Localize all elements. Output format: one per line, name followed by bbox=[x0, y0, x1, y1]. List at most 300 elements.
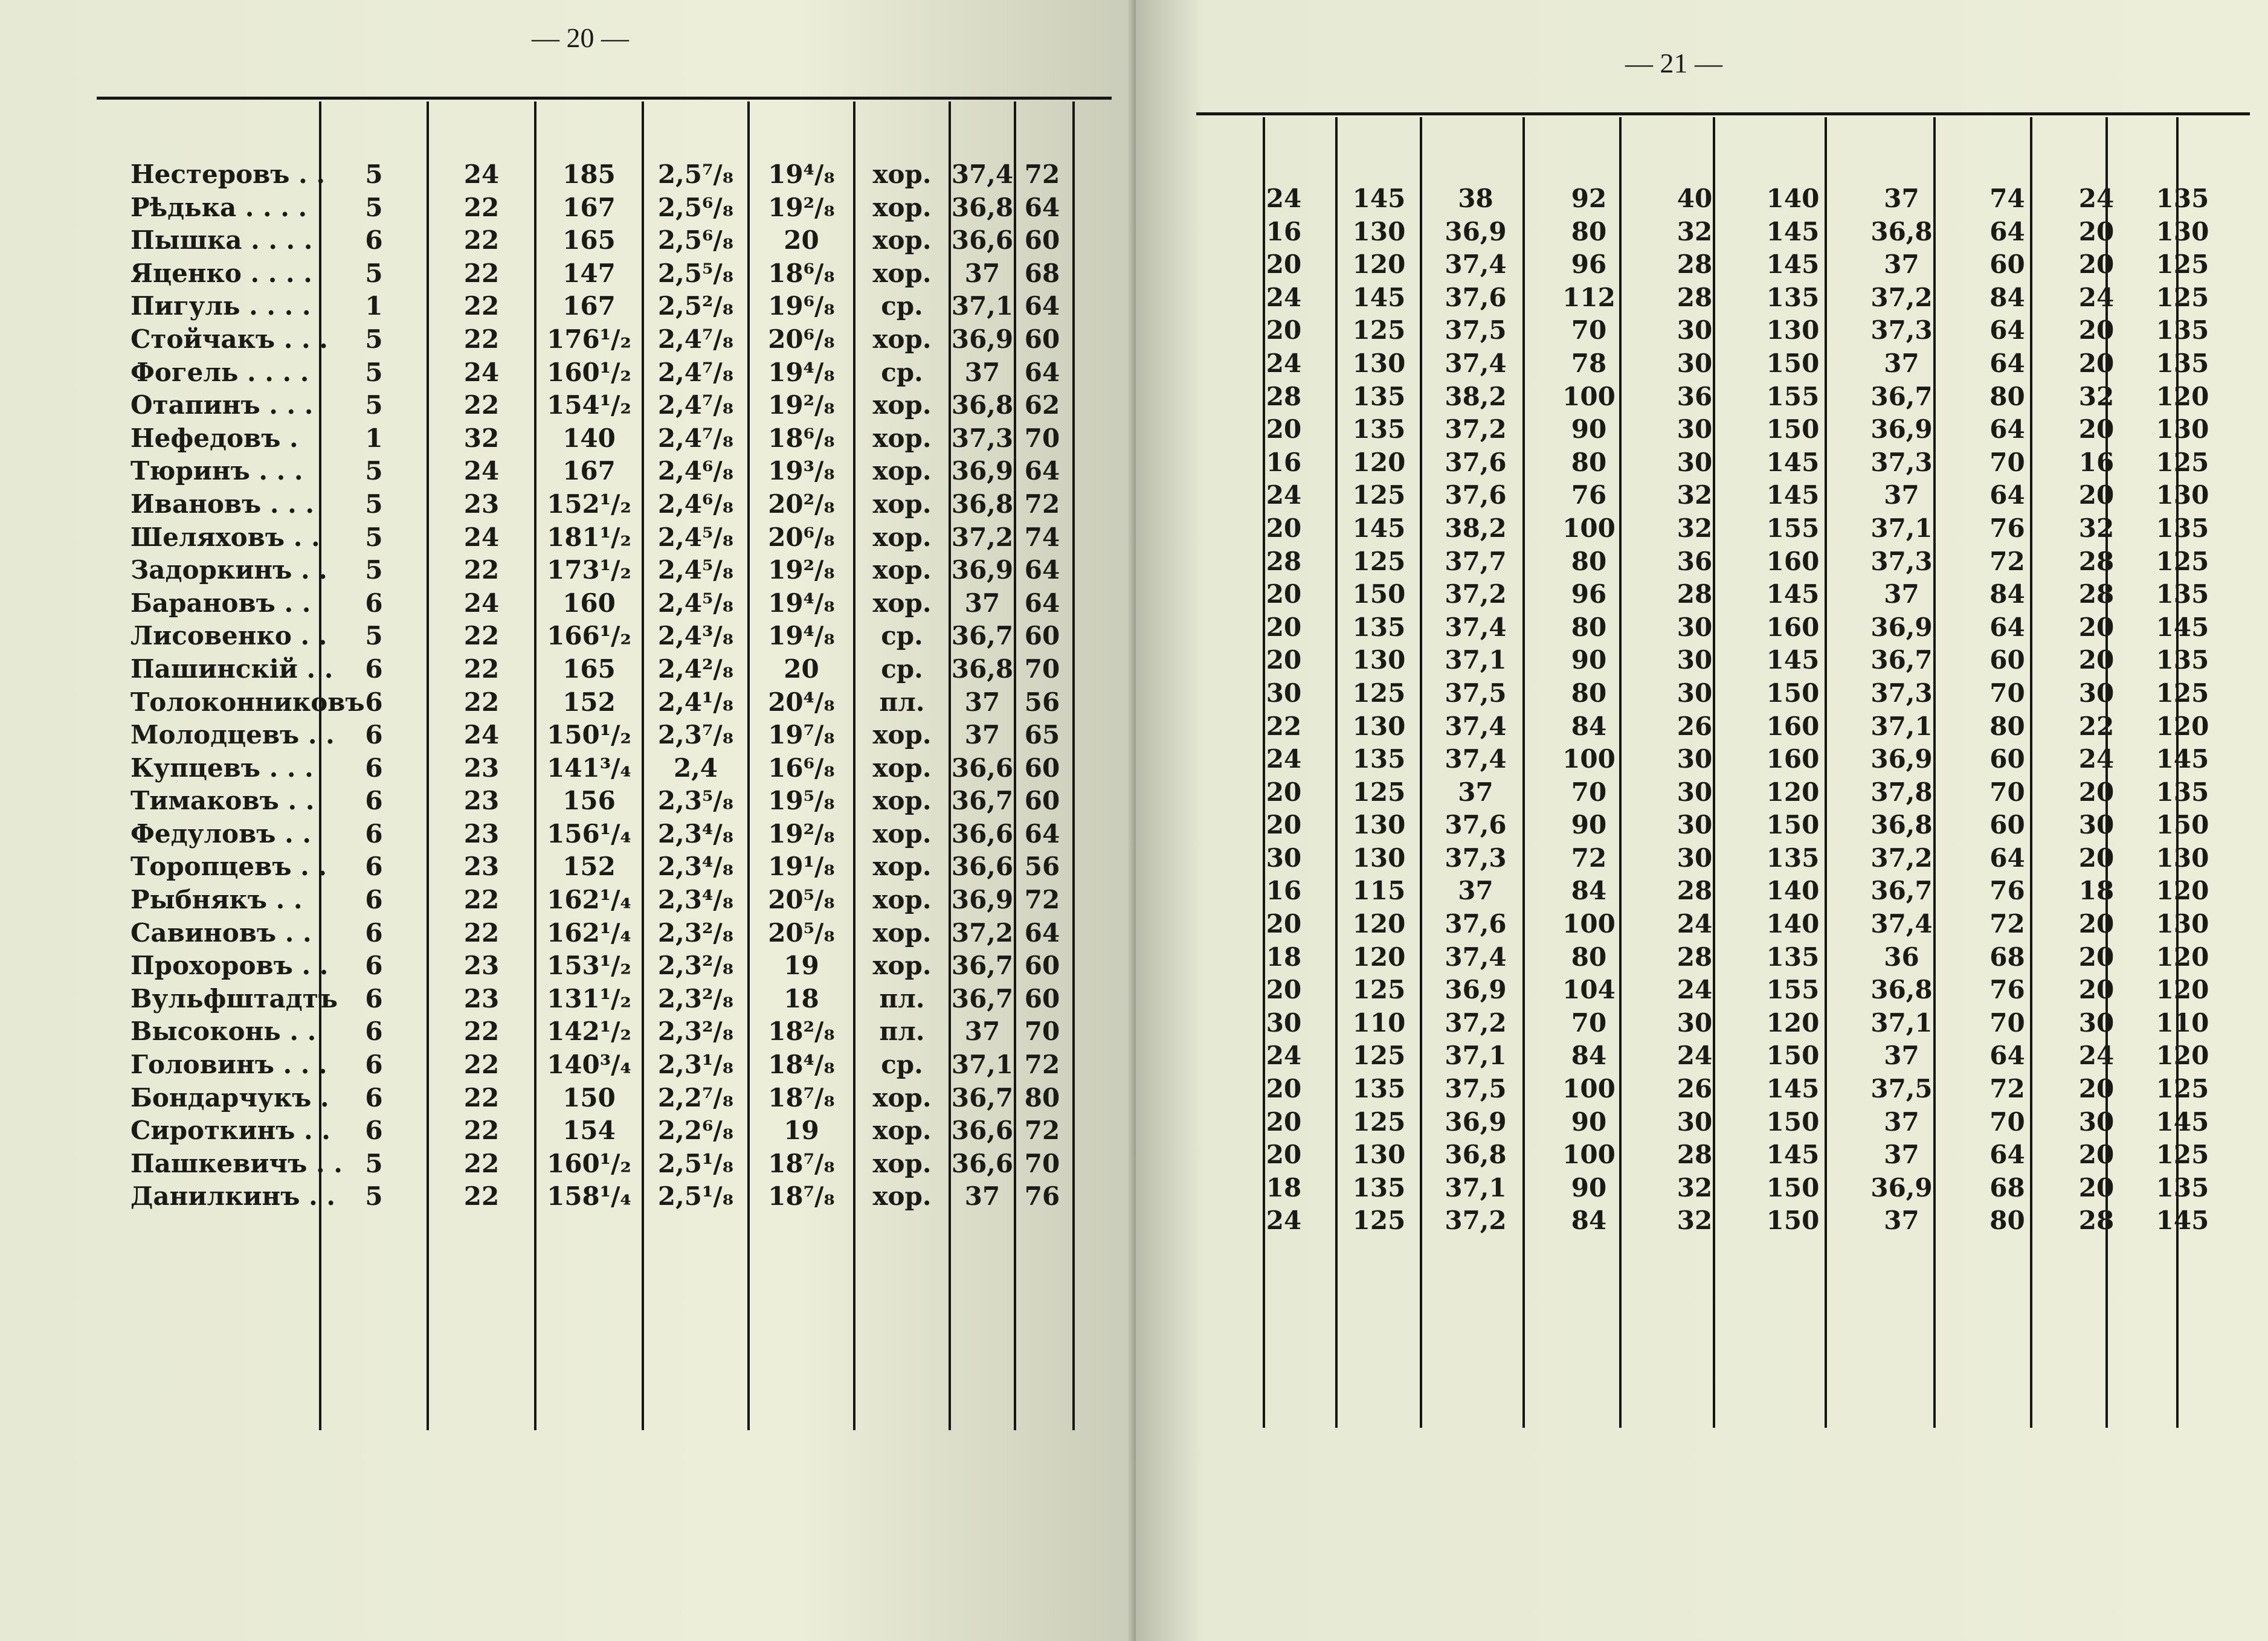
value-cell: 22 bbox=[463, 324, 500, 354]
value-cell: 24 bbox=[1266, 184, 1302, 213]
value-cell: 135 bbox=[2156, 579, 2209, 609]
value-cell: 155 bbox=[1766, 975, 1820, 1005]
value-cell: 2,4⁷/₈ bbox=[657, 357, 734, 387]
value-cell: 160 bbox=[1766, 711, 1820, 741]
value-cell: пл. bbox=[879, 687, 925, 717]
value-cell: 64 bbox=[1024, 818, 1060, 849]
value-cell: 30 bbox=[1266, 1007, 1302, 1038]
value-cell: 32 bbox=[1677, 480, 1713, 510]
value-cell: 37,4 bbox=[951, 159, 1014, 189]
value-cell: 64 bbox=[1024, 192, 1060, 222]
value-cell: 30 bbox=[1677, 810, 1713, 840]
value-cell: 6 bbox=[365, 720, 383, 750]
value-cell: 19 bbox=[784, 951, 819, 981]
value-cell: 150 bbox=[1352, 579, 1406, 609]
value-cell: ср. bbox=[881, 291, 923, 321]
value-cell: 2,5²/₈ bbox=[657, 291, 734, 321]
value-cell: 36,6 bbox=[951, 753, 1014, 783]
value-cell: 36,8 bbox=[951, 192, 1014, 222]
value-cell: 60 bbox=[1989, 744, 2025, 774]
value-cell: 22 bbox=[463, 885, 500, 915]
value-cell: 20⁵/₈ bbox=[768, 917, 835, 948]
surname-cell: Отапинъ . . . bbox=[130, 390, 314, 420]
value-cell: 135 bbox=[1352, 381, 1406, 411]
value-cell: 80 bbox=[1989, 381, 2025, 411]
value-cell: 37 bbox=[1884, 348, 1919, 378]
value-cell: 80 bbox=[1571, 546, 1607, 576]
value-cell: 37,4 bbox=[1445, 711, 1507, 741]
value-cell: 162¹/₄ bbox=[547, 885, 631, 915]
table-row bbox=[127, 785, 1069, 818]
value-cell: 80 bbox=[1989, 1206, 2025, 1236]
table-row bbox=[1232, 1204, 2229, 1238]
value-cell: 140 bbox=[562, 423, 616, 453]
surname-cell: Пигуль . . . . bbox=[130, 291, 311, 321]
value-cell: 24 bbox=[2078, 184, 2115, 213]
value-cell: ср. bbox=[881, 1050, 923, 1080]
value-cell: 2,3²/₈ bbox=[657, 951, 734, 981]
value-cell: 56 bbox=[1024, 687, 1060, 717]
value-cell: хор. bbox=[872, 258, 932, 288]
surname-cell: Пашкевичъ . . bbox=[130, 1148, 343, 1178]
value-cell: 16 bbox=[2078, 447, 2115, 477]
value-cell: 160 bbox=[562, 588, 616, 618]
value-cell: 72 bbox=[1024, 1116, 1060, 1146]
table-row bbox=[127, 290, 1069, 323]
value-cell: 37,2 bbox=[1445, 1007, 1507, 1038]
value-cell: 5 bbox=[365, 1148, 383, 1178]
value-cell: 22 bbox=[463, 1050, 500, 1080]
value-cell: 130 bbox=[1352, 645, 1406, 675]
value-cell: 37 bbox=[1458, 777, 1493, 807]
value-cell: 18⁷/₈ bbox=[768, 1082, 835, 1113]
value-cell: 36,7 bbox=[951, 983, 1014, 1013]
value-cell: 37 bbox=[1884, 249, 1919, 280]
value-cell: 22 bbox=[2078, 711, 2115, 741]
value-cell: 32 bbox=[2078, 381, 2115, 411]
value-cell: 37 bbox=[964, 357, 1000, 387]
value-cell: 76 bbox=[1989, 975, 2025, 1005]
table-row bbox=[127, 1180, 1069, 1213]
value-cell: 37 bbox=[1458, 876, 1493, 906]
value-cell: 2,5¹/₈ bbox=[657, 1181, 734, 1212]
value-cell: 20 bbox=[1266, 1074, 1302, 1104]
value-cell: 37 bbox=[1884, 1106, 1919, 1137]
value-cell: 6 bbox=[365, 588, 383, 618]
value-cell: 26 bbox=[1677, 1074, 1713, 1104]
value-cell: 37,2 bbox=[951, 522, 1014, 552]
value-cell: 37,6 bbox=[1445, 909, 1507, 939]
value-cell: 100 bbox=[1562, 513, 1616, 543]
value-cell: 6 bbox=[365, 885, 383, 915]
value-cell: 160 bbox=[1766, 744, 1820, 774]
value-cell: 18 bbox=[2078, 876, 2115, 906]
value-cell: 32 bbox=[1677, 1206, 1713, 1236]
value-cell: ср. bbox=[881, 357, 923, 387]
value-cell: 37,6 bbox=[1445, 810, 1507, 840]
value-cell: 20 bbox=[1266, 612, 1302, 642]
value-cell: 30 bbox=[1677, 612, 1713, 642]
value-cell: 22 bbox=[463, 1082, 500, 1113]
value-cell: 135 bbox=[1766, 282, 1820, 312]
value-cell: 36,9 bbox=[951, 555, 1014, 585]
value-cell: 60 bbox=[1024, 753, 1060, 783]
value-cell: 37,3 bbox=[1445, 843, 1507, 873]
value-cell: 24 bbox=[2078, 1041, 2115, 1071]
value-cell: 64 bbox=[1989, 843, 2025, 873]
value-cell: 64 bbox=[1989, 1140, 2025, 1170]
value-cell: 36,9 bbox=[1445, 1106, 1507, 1137]
value-cell: 37,4 bbox=[1445, 942, 1507, 972]
table-row bbox=[1232, 644, 2229, 677]
value-cell: 125 bbox=[2156, 678, 2209, 708]
surname-cell: Торопцевъ . . bbox=[130, 852, 327, 882]
value-cell: 150 bbox=[1766, 810, 1820, 840]
value-cell: 90 bbox=[1571, 1172, 1607, 1203]
value-cell: 16 bbox=[1266, 876, 1302, 906]
value-cell: 20⁵/₈ bbox=[768, 885, 835, 915]
table-row bbox=[1232, 974, 2229, 1007]
value-cell: 36,9 bbox=[1870, 744, 1933, 774]
value-cell: 22 bbox=[463, 1116, 500, 1146]
value-cell: 22 bbox=[463, 1148, 500, 1178]
surname-cell: Толоконниковъ bbox=[130, 687, 365, 717]
value-cell: 160 bbox=[1766, 612, 1820, 642]
value-cell: 64 bbox=[1989, 480, 2025, 510]
value-cell: 135 bbox=[1352, 612, 1406, 642]
table-row bbox=[127, 1148, 1069, 1181]
value-cell: 22 bbox=[463, 225, 500, 255]
value-cell: 64 bbox=[1989, 612, 2025, 642]
value-cell: 32 bbox=[463, 423, 500, 453]
value-cell: 181¹/₂ bbox=[547, 522, 631, 552]
value-cell: 145 bbox=[1766, 645, 1820, 675]
value-cell: 37 bbox=[964, 720, 1000, 750]
value-cell: 135 bbox=[2156, 645, 2209, 675]
value-cell: 90 bbox=[1571, 645, 1607, 675]
value-cell: 19⁶/₈ bbox=[768, 291, 835, 321]
value-cell: 2,3⁴/₈ bbox=[657, 818, 734, 849]
value-cell: 145 bbox=[2156, 1106, 2209, 1137]
value-cell: 70 bbox=[1024, 1148, 1060, 1178]
value-cell: 36,6 bbox=[951, 818, 1014, 849]
table-right bbox=[1232, 182, 2229, 1238]
value-cell: 18 bbox=[1266, 942, 1302, 972]
table-row bbox=[127, 422, 1069, 455]
value-cell: хор. bbox=[872, 885, 932, 915]
value-cell: 72 bbox=[1024, 489, 1060, 519]
value-cell: 28 bbox=[1677, 942, 1713, 972]
value-cell: 37,4 bbox=[1445, 348, 1507, 378]
value-cell: 154 bbox=[562, 1116, 616, 1146]
table-row bbox=[127, 554, 1069, 587]
value-cell: 90 bbox=[1571, 810, 1607, 840]
value-cell: хор. bbox=[872, 555, 932, 585]
value-cell: 37,1 bbox=[1445, 1172, 1507, 1203]
value-cell: 167 bbox=[562, 456, 616, 486]
table-row bbox=[1232, 1073, 2229, 1106]
value-cell: 176¹/₂ bbox=[547, 324, 631, 354]
surname-cell: Рѣдька . . . . bbox=[130, 192, 308, 222]
value-cell: 30 bbox=[1266, 843, 1302, 873]
value-cell: 84 bbox=[1571, 1206, 1607, 1236]
value-cell: 125 bbox=[1352, 315, 1406, 345]
value-cell: 104 bbox=[1562, 975, 1616, 1005]
table-row bbox=[1232, 710, 2229, 743]
value-cell: 2,2⁷/₈ bbox=[657, 1082, 734, 1113]
column-rule bbox=[1072, 101, 1075, 1430]
value-cell: 145 bbox=[1766, 249, 1820, 280]
table-row bbox=[1232, 611, 2229, 644]
value-cell: 30 bbox=[1266, 678, 1302, 708]
value-cell: 125 bbox=[1352, 1206, 1406, 1236]
value-cell: 152 bbox=[562, 687, 616, 717]
value-cell: 37,6 bbox=[1445, 282, 1507, 312]
value-cell: 20 bbox=[2078, 480, 2115, 510]
value-cell: хор. bbox=[872, 1082, 932, 1113]
table-row bbox=[1232, 743, 2229, 776]
value-cell: 30 bbox=[1677, 843, 1713, 873]
table-row bbox=[127, 1049, 1069, 1082]
value-cell: 37,2 bbox=[1445, 579, 1507, 609]
value-cell: 130 bbox=[1352, 843, 1406, 873]
value-cell: 60 bbox=[1989, 249, 2025, 280]
value-cell: 20 bbox=[2078, 1074, 2115, 1104]
value-cell: 5 bbox=[365, 324, 383, 354]
value-cell: 28 bbox=[1266, 546, 1302, 576]
value-cell: 24 bbox=[463, 159, 500, 189]
value-cell: 145 bbox=[2156, 744, 2209, 774]
value-cell: 72 bbox=[1024, 1050, 1060, 1080]
value-cell: 24 bbox=[2078, 282, 2115, 312]
value-cell: 36,7 bbox=[951, 621, 1014, 651]
value-cell: хор. bbox=[872, 951, 932, 981]
value-cell: 150 bbox=[1766, 678, 1820, 708]
value-cell: 30 bbox=[1677, 447, 1713, 477]
value-cell: 2,4⁷/₈ bbox=[657, 390, 734, 420]
value-cell: 125 bbox=[1352, 480, 1406, 510]
value-cell: 145 bbox=[1766, 480, 1820, 510]
value-cell: 22 bbox=[463, 687, 500, 717]
value-cell: 96 bbox=[1571, 579, 1607, 609]
value-cell: 5 bbox=[365, 159, 383, 189]
table-row bbox=[1232, 479, 2229, 512]
table-row bbox=[127, 521, 1069, 554]
value-cell: 145 bbox=[1766, 579, 1820, 609]
value-cell: 30 bbox=[1677, 678, 1713, 708]
value-cell: 72 bbox=[1989, 909, 2025, 939]
value-cell: 37,2 bbox=[1445, 1206, 1507, 1236]
value-cell: 23 bbox=[463, 951, 500, 981]
value-cell: 2,3¹/₈ bbox=[657, 1050, 734, 1080]
value-cell: 36,9 bbox=[1445, 216, 1507, 246]
value-cell: 38,2 bbox=[1445, 513, 1507, 543]
value-cell: 30 bbox=[1677, 744, 1713, 774]
table-row bbox=[1232, 1138, 2229, 1172]
value-cell: 120 bbox=[2156, 711, 2209, 741]
table-row bbox=[1232, 248, 2229, 281]
value-cell: 30 bbox=[2078, 678, 2115, 708]
value-cell: 125 bbox=[2156, 546, 2209, 576]
value-cell: 23 bbox=[463, 489, 500, 519]
value-cell: 150 bbox=[1766, 348, 1820, 378]
value-cell: 74 bbox=[1024, 522, 1060, 552]
value-cell: 68 bbox=[1024, 258, 1060, 288]
table-row bbox=[1232, 1039, 2229, 1073]
value-cell: 2,2⁶/₈ bbox=[657, 1116, 734, 1146]
value-cell: хор. bbox=[872, 852, 932, 882]
value-cell: 64 bbox=[1989, 414, 2025, 445]
table-row bbox=[1232, 677, 2229, 710]
value-cell: 36,6 bbox=[951, 852, 1014, 882]
table-row bbox=[127, 389, 1069, 422]
value-cell: 150 bbox=[2156, 810, 2209, 840]
value-cell: 110 bbox=[1352, 1007, 1406, 1038]
value-cell: 5 bbox=[365, 456, 383, 486]
value-cell: 37,6 bbox=[1445, 447, 1507, 477]
value-cell: 37 bbox=[1884, 1041, 1919, 1071]
value-cell: 36,8 bbox=[1870, 975, 1933, 1005]
value-cell: 6 bbox=[365, 225, 383, 255]
value-cell: 24 bbox=[1266, 1041, 1302, 1071]
value-cell: 30 bbox=[1677, 777, 1713, 807]
value-cell: 125 bbox=[1352, 1106, 1406, 1137]
value-cell: 72 bbox=[1024, 159, 1060, 189]
value-cell: 150 bbox=[1766, 414, 1820, 445]
table-row bbox=[127, 818, 1069, 851]
value-cell: 84 bbox=[1571, 876, 1607, 906]
table-row bbox=[1232, 446, 2229, 480]
value-cell: 84 bbox=[1989, 579, 2025, 609]
value-cell: 23 bbox=[463, 818, 500, 849]
table-left bbox=[127, 158, 1069, 1213]
table-row bbox=[1232, 281, 2229, 315]
table-row bbox=[1232, 842, 2229, 875]
value-cell: 120 bbox=[1766, 1007, 1820, 1038]
table-row bbox=[127, 983, 1069, 1016]
surname-cell: Высоконь . . bbox=[130, 1016, 317, 1047]
value-cell: хор. bbox=[872, 1116, 932, 1146]
value-cell: 2,3⁴/₈ bbox=[657, 852, 734, 882]
value-cell: ср. bbox=[881, 654, 923, 684]
value-cell: 135 bbox=[2156, 184, 2209, 213]
value-cell: 24 bbox=[1266, 1206, 1302, 1236]
value-cell: 110 bbox=[2156, 1007, 2209, 1038]
value-cell: 37,3 bbox=[1870, 315, 1933, 345]
value-cell: 166¹/₂ bbox=[547, 621, 631, 651]
value-cell: 30 bbox=[1677, 1007, 1713, 1038]
value-cell: 20 bbox=[1266, 249, 1302, 280]
value-cell: 19²/₈ bbox=[768, 390, 835, 420]
table-row bbox=[127, 1114, 1069, 1148]
value-cell: 22 bbox=[463, 1016, 500, 1047]
value-cell: 6 bbox=[365, 818, 383, 849]
table-row bbox=[127, 752, 1069, 785]
value-cell: 2,4¹/₈ bbox=[657, 687, 734, 717]
value-cell: 23 bbox=[463, 786, 500, 816]
value-cell: 5 bbox=[365, 1181, 383, 1212]
value-cell: 84 bbox=[1989, 282, 2025, 312]
value-cell: 20 bbox=[1266, 1140, 1302, 1170]
value-cell: 37,4 bbox=[1445, 249, 1507, 280]
value-cell: 135 bbox=[1766, 843, 1820, 873]
table-row bbox=[127, 719, 1069, 752]
value-cell: 120 bbox=[2156, 975, 2209, 1005]
value-cell: 64 bbox=[1989, 1041, 2025, 1071]
value-cell: 36,6 bbox=[951, 225, 1014, 255]
value-cell: хор. bbox=[872, 192, 932, 222]
value-cell: 125 bbox=[1352, 546, 1406, 576]
value-cell: 20 bbox=[2078, 414, 2115, 445]
table-row bbox=[1232, 512, 2229, 545]
value-cell: 100 bbox=[1562, 909, 1616, 939]
value-cell: 22 bbox=[463, 917, 500, 948]
value-cell: 18⁷/₈ bbox=[768, 1181, 835, 1212]
value-cell: 130 bbox=[2156, 414, 2209, 445]
value-cell: 125 bbox=[1352, 678, 1406, 708]
value-cell: 173¹/₂ bbox=[547, 555, 631, 585]
surname-cell: Вульфштадтъ bbox=[130, 983, 338, 1013]
value-cell: 145 bbox=[1766, 1140, 1820, 1170]
value-cell: 5 bbox=[365, 489, 383, 519]
value-cell: 36,8 bbox=[1870, 216, 1933, 246]
value-cell: 70 bbox=[1989, 1106, 2025, 1137]
value-cell: 36,8 bbox=[1445, 1140, 1507, 1170]
value-cell: 120 bbox=[2156, 876, 2209, 906]
table-row bbox=[1232, 1106, 2229, 1139]
value-cell: 2,3²/₈ bbox=[657, 983, 734, 1013]
value-cell: 30 bbox=[2078, 1007, 2115, 1038]
value-cell: 5 bbox=[365, 621, 383, 651]
value-cell: 70 bbox=[1024, 654, 1060, 684]
value-cell: 37,4 bbox=[1445, 612, 1507, 642]
value-cell: 125 bbox=[2156, 1140, 2209, 1170]
value-cell: 152¹/₂ bbox=[547, 489, 631, 519]
value-cell: 6 bbox=[365, 983, 383, 1013]
value-cell: 6 bbox=[365, 687, 383, 717]
value-cell: 37 bbox=[964, 588, 1000, 618]
value-cell: 20 bbox=[2078, 348, 2115, 378]
value-cell: 2,5⁶/₈ bbox=[657, 192, 734, 222]
value-cell: 18⁶/₈ bbox=[768, 258, 835, 288]
value-cell: 20⁶/₈ bbox=[768, 522, 835, 552]
table-row bbox=[127, 158, 1069, 191]
value-cell: 64 bbox=[1989, 315, 2025, 345]
value-cell: 64 bbox=[1024, 291, 1060, 321]
value-cell: 125 bbox=[2156, 447, 2209, 477]
value-cell: 90 bbox=[1571, 414, 1607, 445]
table-row bbox=[127, 884, 1069, 917]
value-cell: 19²/₈ bbox=[768, 555, 835, 585]
table-row bbox=[127, 323, 1069, 356]
value-cell: 135 bbox=[2156, 315, 2209, 345]
value-cell: 28 bbox=[1677, 1140, 1713, 1170]
value-cell: 80 bbox=[1571, 612, 1607, 642]
value-cell: 78 bbox=[1571, 348, 1607, 378]
value-cell: 2,3⁴/₈ bbox=[657, 885, 734, 915]
value-cell: 135 bbox=[1352, 744, 1406, 774]
value-cell: 5 bbox=[365, 357, 383, 387]
surname-cell: Данилкинъ . . bbox=[130, 1181, 335, 1212]
value-cell: 37,3 bbox=[1870, 447, 1933, 477]
value-cell: 72 bbox=[1024, 885, 1060, 915]
value-cell: 6 bbox=[365, 852, 383, 882]
value-cell: 100 bbox=[1562, 744, 1616, 774]
value-cell: 19⁷/₈ bbox=[768, 720, 835, 750]
value-cell: 24 bbox=[1266, 480, 1302, 510]
value-cell: 28 bbox=[1677, 579, 1713, 609]
table-row bbox=[1232, 875, 2229, 908]
